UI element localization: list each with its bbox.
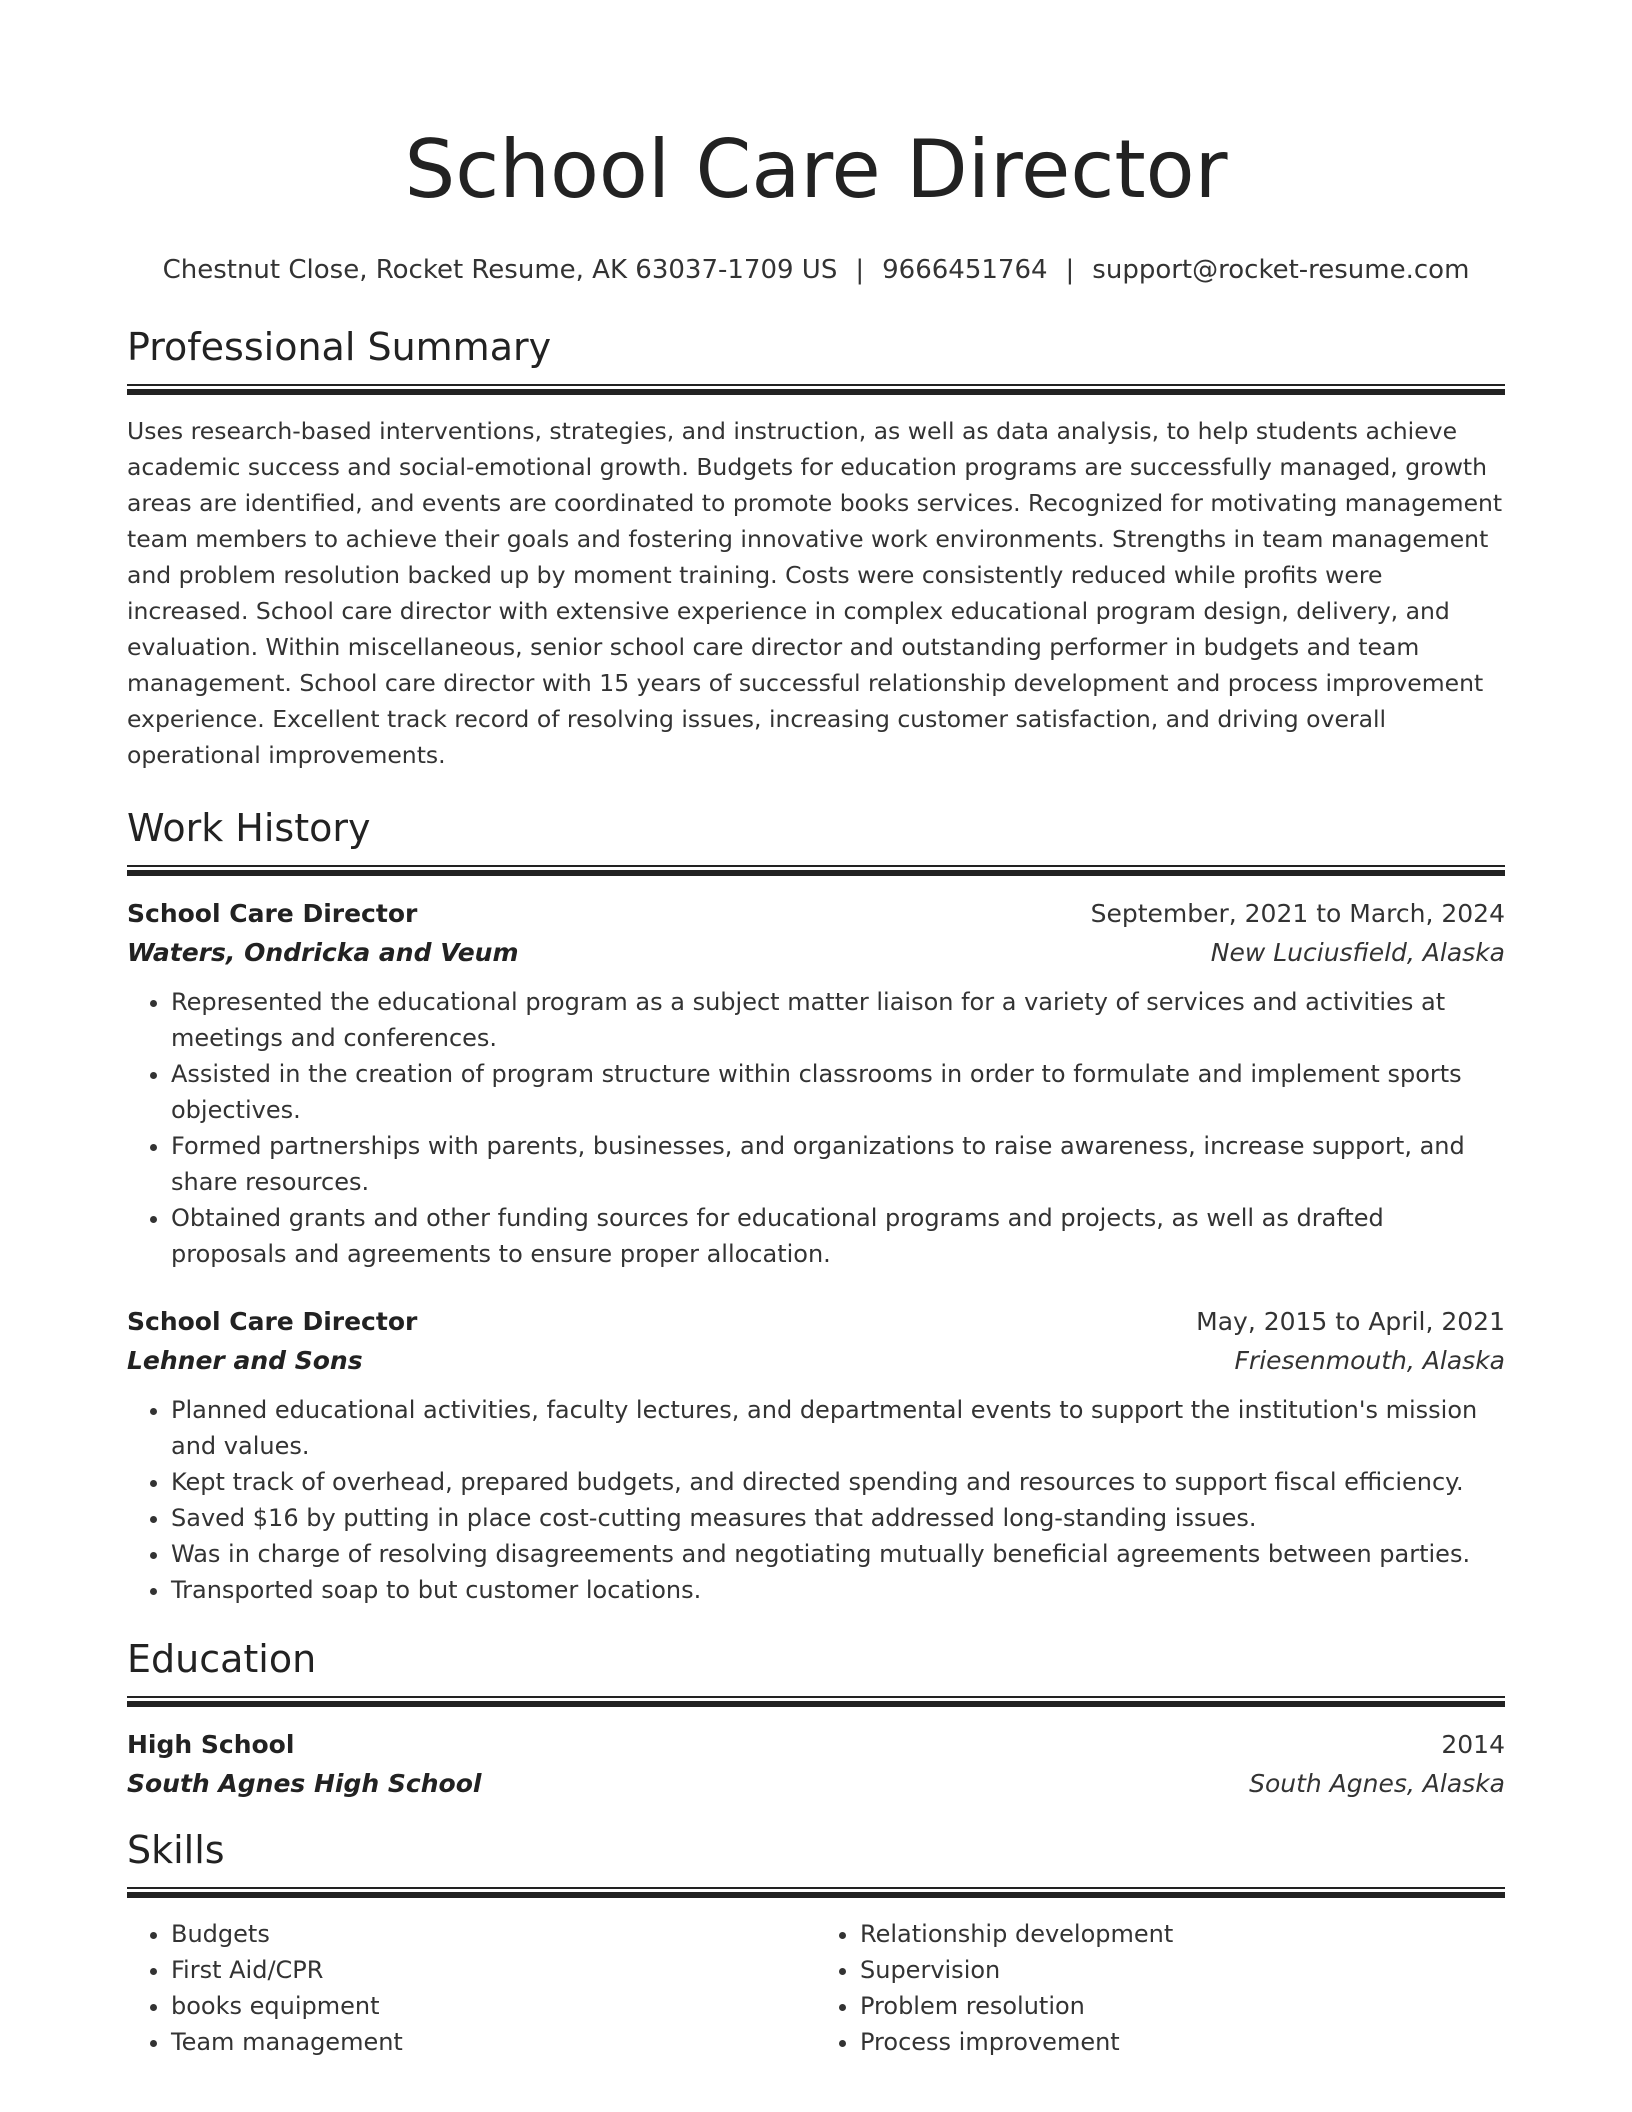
skill-item: • Team management bbox=[171, 2024, 816, 2060]
section-title-work-history: Work History bbox=[127, 806, 371, 850]
education-location: South Agnes, Alaska bbox=[1249, 1769, 1505, 1798]
education-school: South Agnes High School bbox=[127, 1769, 482, 1798]
section-title-summary: Professional Summary bbox=[127, 325, 552, 369]
skill-item: • Process improvement bbox=[860, 2024, 1505, 2060]
skills-section bbox=[127, 1825, 1505, 2060]
skill-item: • books equipment bbox=[171, 1988, 816, 2024]
skills-columns bbox=[127, 1916, 1505, 2060]
job-bullet: • Planned educational activities, faculty lectures, and departmental events to support the institution's mission and values. bbox=[171, 1392, 1505, 1464]
contact-separator: | bbox=[855, 255, 865, 285]
job-bullet: • Saved $16 by putting in place cost-cutting measures that addressed long-standing issues. bbox=[171, 1500, 1505, 1536]
job-dates: May, 2015 to April, 2021 bbox=[1196, 1307, 1505, 1336]
job-entry bbox=[127, 1302, 1505, 1608]
contact-line bbox=[127, 252, 1505, 288]
job-location: Friesenmouth, Alaska bbox=[1234, 1346, 1505, 1375]
job-company-row bbox=[127, 933, 1505, 972]
job-bullet: • Represented the educational program as a subject matter liaison for a variety of services and activities at meetings and conferences. bbox=[171, 984, 1505, 1056]
skills-list-right bbox=[816, 1916, 1505, 2060]
section-divider bbox=[127, 865, 1505, 876]
job-bullet: • Assisted in the creation of program structure within classrooms in order to formulate and implement sports objectives. bbox=[171, 1056, 1505, 1128]
education-degree: High School bbox=[127, 1730, 295, 1759]
work-history-section bbox=[127, 803, 1505, 1608]
job-title: School Care Director bbox=[127, 899, 418, 928]
skill-item: • Budgets bbox=[171, 1916, 816, 1952]
section-title-skills: Skills bbox=[127, 1828, 225, 1872]
job-bullets bbox=[127, 984, 1505, 1272]
job-dates: September, 2021 to March, 2024 bbox=[1090, 899, 1505, 928]
section-divider bbox=[127, 1887, 1505, 1898]
job-header-row bbox=[127, 894, 1505, 933]
education-year: 2014 bbox=[1441, 1730, 1505, 1759]
section-title-education: Education bbox=[127, 1637, 317, 1681]
contact-email: support@rocket-resume.com bbox=[1092, 255, 1470, 285]
education-school-row bbox=[127, 1764, 1505, 1803]
contact-separator: | bbox=[1065, 255, 1075, 285]
page-title: School Care Director bbox=[404, 123, 1228, 216]
summary-section bbox=[127, 322, 1505, 773]
education-header-row bbox=[127, 1725, 1505, 1764]
skill-item: • Problem resolution bbox=[860, 1988, 1505, 2024]
job-bullet: • Formed partnerships with parents, businesses, and organizations to raise awareness, increase support, and share resources. bbox=[171, 1128, 1505, 1200]
job-company: Lehner and Sons bbox=[127, 1346, 363, 1375]
contact-phone: 9666451764 bbox=[882, 255, 1048, 285]
education-section bbox=[127, 1634, 1505, 1803]
section-divider bbox=[127, 1696, 1505, 1707]
job-title: School Care Director bbox=[127, 1307, 418, 1336]
skill-item: • First Aid/CPR bbox=[171, 1952, 816, 1988]
summary-text: Uses research-based interventions, strategies, and instruction, as well as data analysis, to help students achieve academic success and social-emotional growth. Budgets for education programs are successfully managed, growth areas are identified, and events are coordinated to promote books services. Recognized for motivating management team members to achieve their goals and fostering innovative work environments. Strengths in team management and problem resolution backed up by moment training. Costs were consistently reduced while profits were increased. School care director with extensive experience in complex educational program design, delivery, and evaluation. Within miscellaneous, senior school care director and outstanding performer in budgets and team management. School care director with 15 years of successful relationship development and process improvement experience. Excellent track record of resolving issues, increasing customer satisfaction, and driving overall operational improvements. bbox=[127, 417, 1503, 769]
job-header-row bbox=[127, 1302, 1505, 1341]
job-bullet: • Was in charge of resolving disagreements and negotiating mutually beneficial agreements between parties. bbox=[171, 1536, 1505, 1572]
job-location: New Luciusfield, Alaska bbox=[1210, 938, 1505, 967]
job-bullet: • Kept track of overhead, prepared budgets, and directed spending and resources to support fiscal efficiency. bbox=[171, 1464, 1505, 1500]
contact-address: Chestnut Close, Rocket Resume, AK 63037-1709 US bbox=[162, 255, 838, 285]
job-bullet: • Obtained grants and other funding sources for educational programs and projects, as well as drafted proposals and agreements to ensure proper allocation. bbox=[171, 1200, 1505, 1272]
job-bullets bbox=[127, 1392, 1505, 1608]
job-entry bbox=[127, 894, 1505, 1272]
skills-list-left bbox=[127, 1916, 816, 2060]
job-company: Waters, Ondricka and Veum bbox=[127, 938, 519, 967]
skill-item: • Supervision bbox=[860, 1952, 1505, 1988]
job-company-row bbox=[127, 1341, 1505, 1380]
section-divider bbox=[127, 384, 1505, 395]
skill-item: • Relationship development bbox=[860, 1916, 1505, 1952]
job-bullet: • Transported soap to but customer locations. bbox=[171, 1572, 1505, 1608]
